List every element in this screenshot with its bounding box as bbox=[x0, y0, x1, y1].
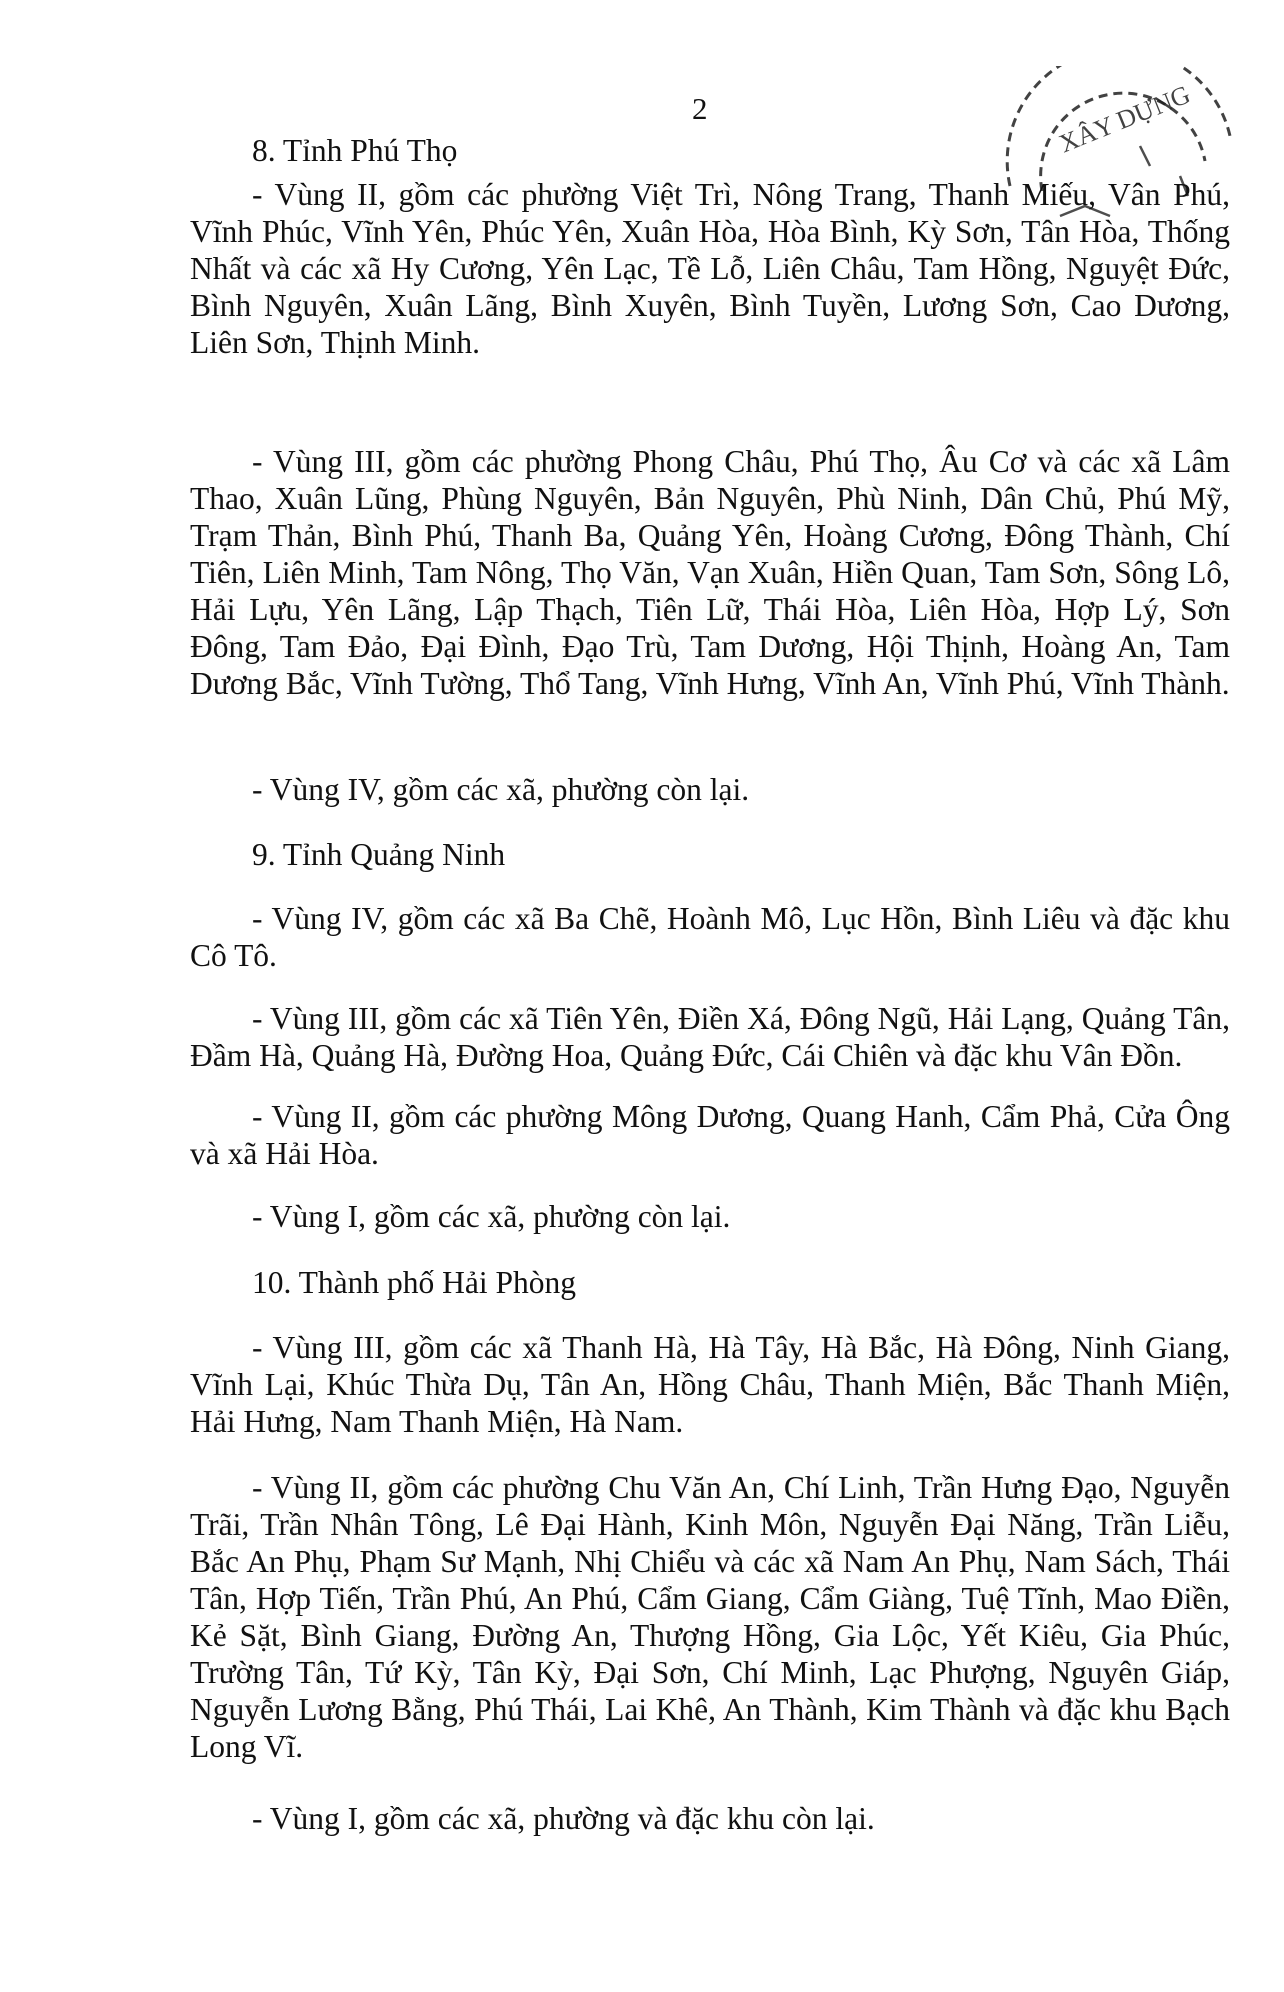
svg-text:XÂY DỰNG: XÂY DỰNG bbox=[1055, 79, 1195, 159]
paragraph: - Vùng I, gồm các xã, phường và đặc khu còn lại. bbox=[252, 1801, 875, 1836]
paragraph: - Vùng III, gồm các xã Thanh Hà, Hà Tây, Hà Bắc, Hà Đông, Ninh Giang, Vĩnh Lại, Khúc Thừa Dụ, Tân An, Hồng Châu, Thanh Miện, Bắc Thanh Miện, Hải Hưng, Nam Thanh Miện, Hà Nam. bbox=[190, 1330, 1230, 1439]
paragraph: - Vùng II, gồm các phường Mông Dương, Quang Hanh, Cẩm Phả, Cửa Ông và xã Hải Hòa. bbox=[190, 1099, 1230, 1171]
paragraph: - Vùng IV, gồm các xã, phường còn lại. bbox=[252, 772, 750, 807]
paragraph: - Vùng I, gồm các xã, phường còn lại. bbox=[252, 1199, 731, 1234]
paragraph: - Vùng II, gồm các phường Chu Văn An, Chí Linh, Trần Hưng Đạo, Nguyễn Trãi, Trần Nhân Tông, Lê Đại Hành, Kinh Môn, Nguyễn Đại Năng, Trần Liễu, Bắc An Phụ, Phạm Sư Mạnh, Nhị Chiểu và các xã Nam An Phụ, Nam Sách, Thái Tân, Hợp Tiến, Trần Phú, An Phú, Cẩm Giang, Cẩm Giàng, Tuệ Tĩnh, Mao Điền, Kẻ Sặt, Bình Giang, Đường An, Thượng Hồng, Gia Lộc, Yết Kiêu, Gia Phúc, Trường Tân, Tứ Kỳ, Tân Kỳ, Đại Sơn, Chí Minh, Lạc Phượng, Nguyên Giáp, Nguyễn Lương Bằng, Phú Thái, Lai Khê, An Thành, Kim Thành và đặc khu Bạch Long Vĩ. bbox=[190, 1470, 1230, 1764]
page-number: 2 bbox=[692, 91, 708, 126]
section-heading: 10. Thành phố Hải Phòng bbox=[252, 1265, 577, 1300]
paragraph: - Vùng IV, gồm các xã Ba Chẽ, Hoành Mô, Lục Hồn, Bình Liêu và đặc khu Cô Tô. bbox=[190, 901, 1230, 973]
paragraph: - Vùng III, gồm các phường Phong Châu, Phú Thọ, Âu Cơ và các xã Lâm Thao, Xuân Lũng, Phùng Nguyên, Bản Nguyên, Phù Ninh, Dân Chủ, Phú Mỹ, Trạm Thản, Bình Phú, Thanh Ba, Quảng Yên, Hoàng Cương, Đông Thành, Chí Tiên, Liên Minh, Tam Nông, Thọ Văn, Vạn Xuân, Hiền Quan, Tam Sơn, Sông Lô, Hải Lựu, Yên Lãng, Lập Thạch, Tiên Lữ, Thái Hòa, Liên Hòa, Hợp Lý, Sơn Đông, Tam Đảo, Đại Đình, Đạo Trù, Tam Dương, Hội Thịnh, Hoàng An, Tam Dương Bắc, Vĩnh Tường, Thổ Tang, Vĩnh Hưng, Vĩnh An, Vĩnh Phú, Vĩnh Thành. bbox=[190, 444, 1230, 701]
section-heading: 9. Tỉnh Quảng Ninh bbox=[252, 837, 506, 872]
paragraph: - Vùng III, gồm các xã Tiên Yên, Điền Xá, Đông Ngũ, Hải Lạng, Quảng Tân, Đầm Hà, Quảng Hà, Đường Hoa, Quảng Đức, Cái Chiên và đặc khu Vân Đồn. bbox=[190, 1001, 1230, 1073]
paragraph: - Vùng II, gồm các phường Việt Trì, Nông Trang, Thanh Miếu, Vân Phú, Vĩnh Phúc, Vĩnh Yên, Phúc Yên, Xuân Hòa, Hòa Bình, Kỳ Sơn, Tân Hòa, Thống Nhất và các xã Hy Cương, Yên Lạc, Tề Lỗ, Liên Châu, Tam Hồng, Nguyệt Đức, Bình Nguyên, Xuân Lãng, Bình Xuyên, Bình Tuyền, Lương Sơn, Cao Dương, Liên Sơn, Thịnh Minh. bbox=[190, 177, 1230, 360]
section-heading: 8. Tỉnh Phú Thọ bbox=[252, 133, 458, 168]
